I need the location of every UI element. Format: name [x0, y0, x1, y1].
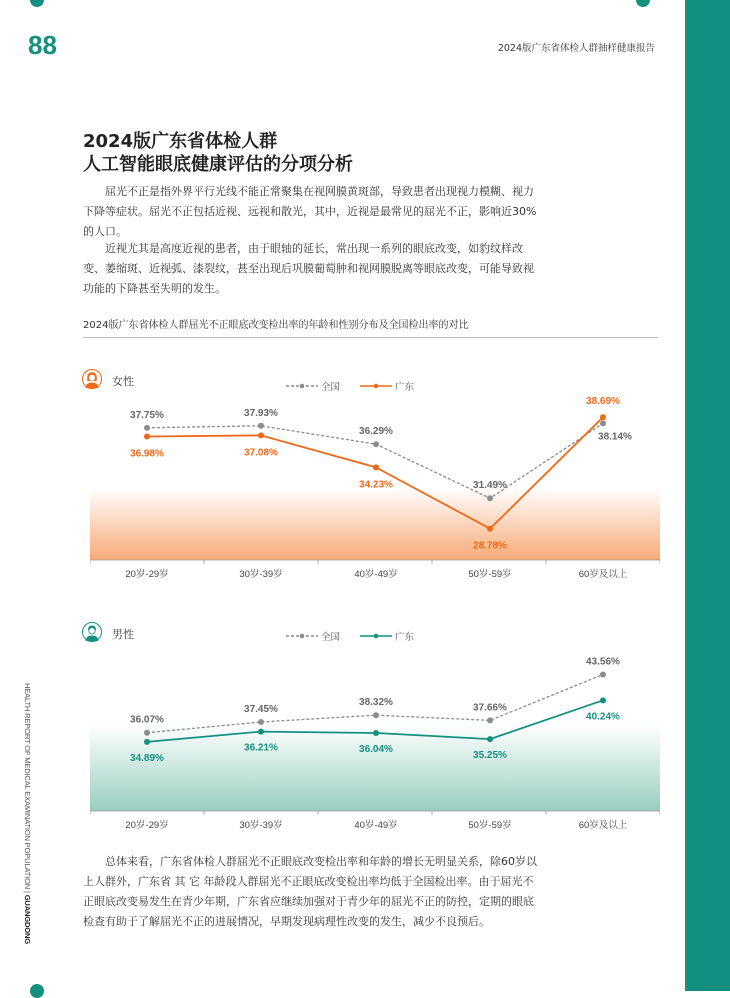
- data-label-guangdong: 36.21%: [244, 742, 278, 754]
- x-tick-label: 50岁-59岁: [468, 569, 512, 580]
- point-guangdong: [487, 526, 493, 532]
- data-label-national: 38.32%: [359, 697, 393, 709]
- paragraph-intro: 屈光不正是指外界平行光线不能正常聚集在视网膜黄斑部，导致患者出现视力模糊、视力下降等症状。屈光不正包括近视、远视和散光，其中，近视是最常见的屈光不正，影响近30%的人口。: [83, 185, 537, 238]
- legend-label-guangdong: 广东: [395, 382, 415, 393]
- legend-label-national: 全国: [321, 632, 341, 643]
- x-tick-label: 20岁-29岁: [125, 820, 169, 831]
- data-label-national: 37.45%: [244, 704, 278, 716]
- point-guangdong: [600, 697, 606, 703]
- point-national: [373, 712, 379, 718]
- data-label-national: 38.14%: [598, 431, 632, 443]
- paragraph-myopia: 近视尤其是高度近视的患者，由于眼轴的延长，常出现一系列的眼底改变，如豹纹样改变、萎缩斑、近视弧、漆裂纹，甚至出现后巩膜葡萄肿和视网膜脱离等眼底改变，可能导致视功能的下降甚至失明的发生。: [83, 242, 534, 295]
- data-label-guangdong: 34.23%: [359, 479, 393, 491]
- x-tick-label: 60岁及以上: [578, 820, 628, 831]
- x-tick-label: 30岁-39岁: [239, 820, 283, 831]
- data-label-national: 43.56%: [586, 656, 620, 668]
- point-national: [600, 420, 606, 426]
- caption-rule: [83, 337, 658, 338]
- paragraph-summary: 总体来看，广东省体检人群屈光不正眼底改变检出率和年龄的增长无明显关系，除60岁以上人群外，广东省 其 它 年龄段人群屈光不正眼底改变检出率均低于全国检出率。由于屈光不正眼底改变易发生在青少年期，广东省应继续加强对于青少年的屈光不正的防控，定期的眼底检查有助于了解屈光不正的进展情况，早期发现病理性改变的发生，减少不良预后。: [83, 855, 537, 928]
- data-label-national: 31.49%: [473, 480, 507, 492]
- data-label-guangdong: 38.69%: [586, 396, 620, 408]
- header-report-title: 2024版广东省体检人群抽样健康报告: [497, 43, 655, 54]
- corner-dot-top-left: [30, 0, 44, 7]
- side-running-text: [22, 683, 32, 944]
- female-label: 女性: [112, 375, 134, 388]
- point-guangdong: [487, 736, 493, 742]
- title-line-2: 人工智能眼底健康评估的分项分析: [83, 154, 353, 175]
- point-guangdong: [144, 433, 150, 439]
- data-label-guangdong: 40.24%: [586, 711, 620, 723]
- point-national: [600, 672, 606, 678]
- plot-gradient-band: [90, 488, 660, 560]
- title-line-1: 2024版广东省体检人群: [83, 131, 278, 152]
- data-label-guangdong: 34.89%: [130, 752, 164, 764]
- side-text-separator: |: [23, 891, 32, 893]
- x-tick-label: 60岁及以上: [578, 569, 628, 580]
- point-guangdong: [373, 730, 379, 736]
- data-label-guangdong: 35.25%: [473, 750, 507, 762]
- legend-label-guangdong: 广东: [395, 632, 415, 643]
- point-national: [487, 495, 493, 501]
- point-national: [258, 719, 264, 725]
- right-color-band: [685, 0, 730, 991]
- point-guangdong: [258, 729, 264, 735]
- data-label-national: 36.29%: [359, 426, 393, 438]
- point-guangdong: [144, 739, 150, 745]
- point-guangdong: [258, 432, 264, 438]
- female-chart-svg: [90, 360, 660, 590]
- point-national: [373, 441, 379, 447]
- male-chart-svg: [90, 615, 660, 840]
- x-tick-label: 40岁-49岁: [354, 569, 398, 580]
- side-text-place: GUANGDONG: [23, 894, 32, 944]
- point-national: [144, 425, 150, 431]
- section-title: [83, 130, 353, 176]
- point-guangdong: [373, 464, 379, 470]
- data-label-national: 37.75%: [130, 409, 164, 421]
- x-tick-label: 40岁-49岁: [354, 820, 398, 831]
- point-national: [487, 717, 493, 723]
- corner-dot-bottom-left: [30, 984, 44, 998]
- male-label: 男性: [112, 628, 134, 641]
- data-label-guangdong: 28.78%: [473, 540, 507, 552]
- data-label-national: 37.66%: [473, 702, 507, 714]
- chart-caption: 2024版广东省体检人群屈光不正眼底改变检出率的年龄和性别分布及全国检出率的对比: [83, 320, 469, 331]
- page-number: 88: [28, 30, 57, 60]
- side-text-main: HEALTH REPORT OF MEDICAL EXAMINATION POPULATION: [23, 683, 32, 890]
- male-chart: [90, 615, 660, 831]
- x-tick-label: 20岁-29岁: [125, 569, 169, 580]
- data-label-guangdong: 36.98%: [130, 448, 164, 460]
- corner-dot-top-right: [636, 0, 650, 7]
- point-national: [144, 730, 150, 736]
- data-label-national: 36.07%: [130, 714, 164, 726]
- x-tick-label: 50岁-59岁: [468, 820, 512, 831]
- data-label-guangdong: 37.08%: [244, 447, 278, 459]
- data-label-guangdong: 36.04%: [359, 743, 393, 755]
- plot-gradient-band: [90, 725, 660, 811]
- data-label-national: 37.93%: [244, 407, 278, 419]
- point-national: [258, 423, 264, 429]
- x-tick-label: 30岁-39岁: [239, 569, 283, 580]
- point-guangdong: [600, 414, 606, 420]
- female-chart: [90, 360, 660, 580]
- legend-label-national: 全国: [321, 382, 341, 393]
